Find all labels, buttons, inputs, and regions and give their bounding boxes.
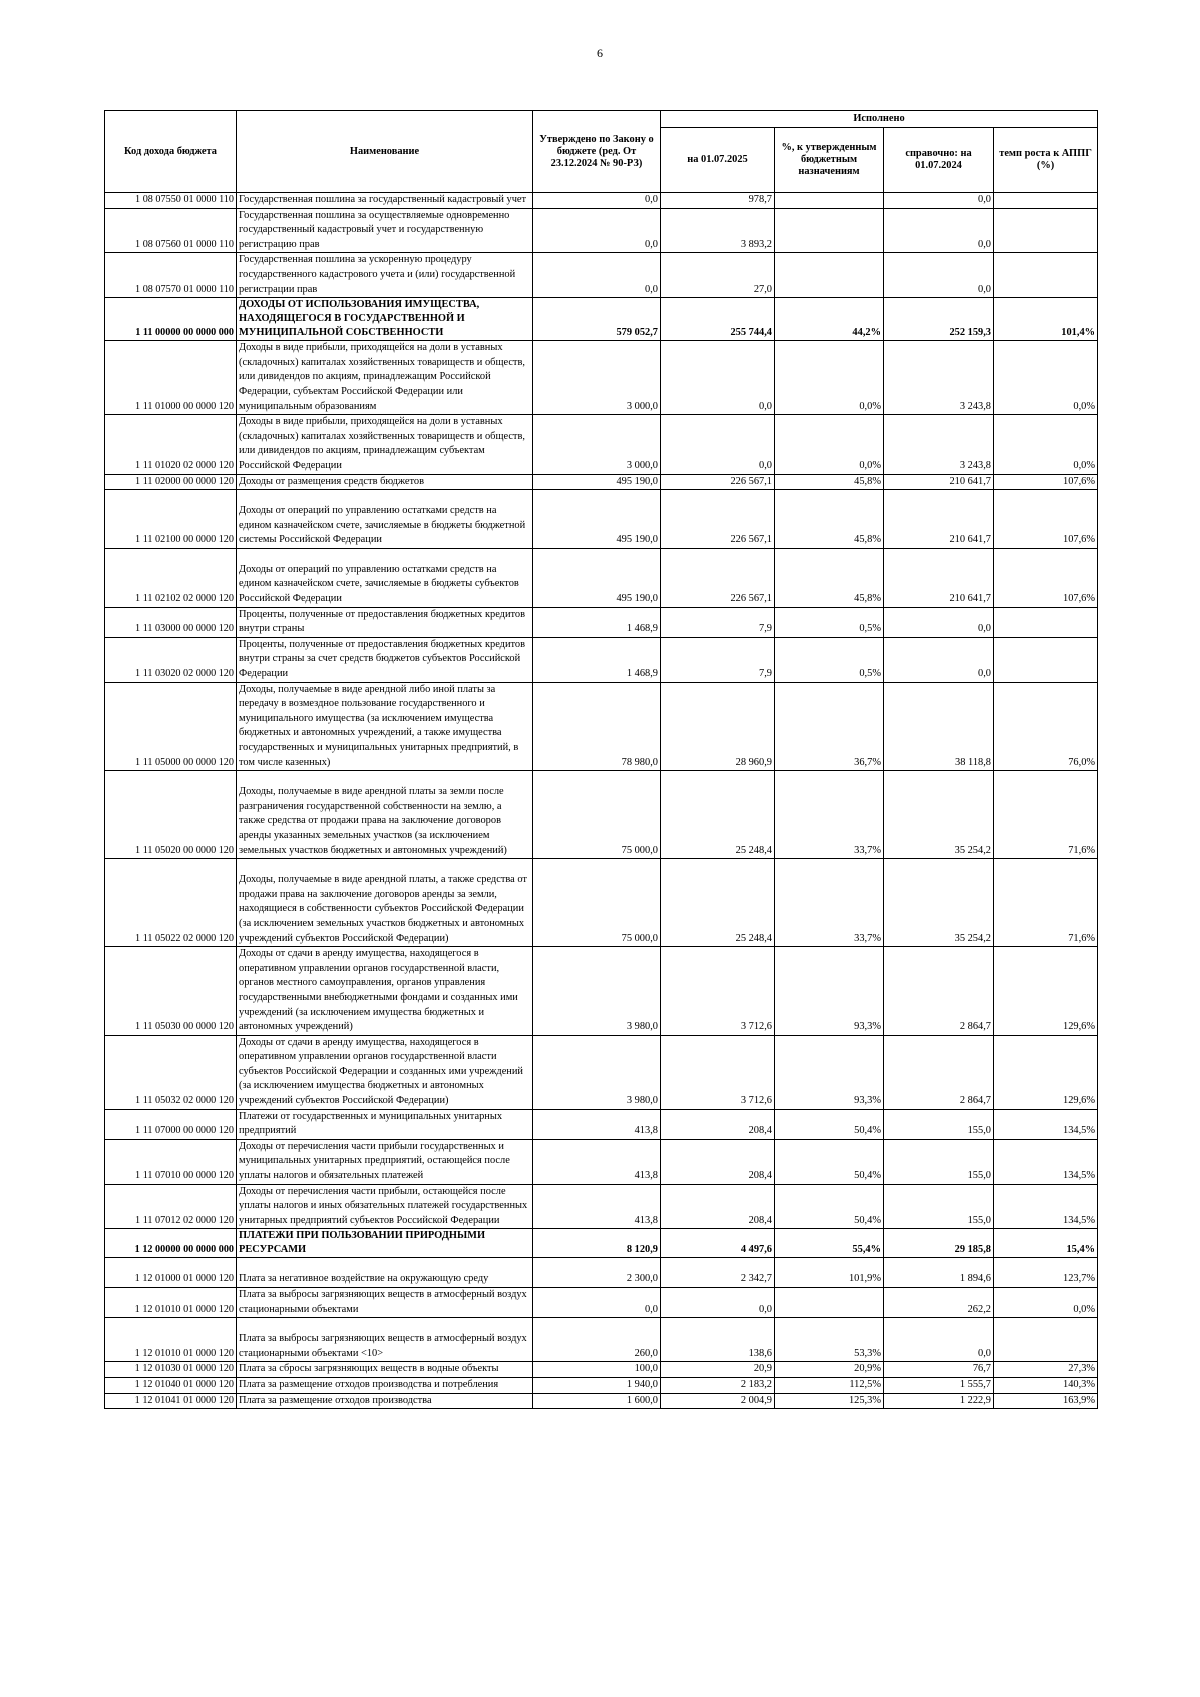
approved-amount-cell: 78 980,0	[533, 682, 661, 771]
reference-amount-cell: 252 159,3	[884, 298, 994, 341]
growth-rate-cell	[994, 208, 1098, 253]
revenue-code-cell: 1 11 05020 00 0000 120	[105, 771, 237, 859]
budget-revenue-table	[104, 110, 1098, 1409]
revenue-code-cell: 1 08 07560 01 0000 110	[105, 208, 237, 253]
revenue-code-cell: 1 11 00000 00 0000 000	[105, 298, 237, 341]
revenue-name-cell: Доходы, получаемые в виде арендной платы за земли после разграничения государственной собственности на землю, а также средства от продажи права на заключение договоров аренды указанных земельных участков (за исключением земельных участков бюджетных и автономных учреждений)	[237, 771, 533, 859]
revenue-code-cell: 1 12 01030 01 0000 120	[105, 1362, 237, 1378]
percent-of-plan-cell	[775, 208, 884, 253]
reference-amount-cell: 29 185,8	[884, 1229, 994, 1258]
reference-amount-cell: 1 555,7	[884, 1377, 994, 1393]
table-row	[105, 859, 1098, 947]
executed-amount-cell: 208,4	[661, 1139, 775, 1184]
executed-amount-cell: 2 342,7	[661, 1258, 775, 1288]
percent-of-plan-cell: 36,7%	[775, 682, 884, 771]
executed-amount-cell: 226 567,1	[661, 474, 775, 490]
executed-amount-cell: 208,4	[661, 1109, 775, 1139]
table-row	[105, 1184, 1098, 1229]
percent-of-plan-cell: 112,5%	[775, 1377, 884, 1393]
table-row	[105, 298, 1098, 341]
table-row	[105, 193, 1098, 209]
reference-amount-cell: 2 864,7	[884, 1035, 994, 1109]
growth-rate-cell: 71,6%	[994, 771, 1098, 859]
revenue-code-cell: 1 08 07570 01 0000 110	[105, 253, 237, 298]
growth-rate-cell: 107,6%	[994, 474, 1098, 490]
percent-of-plan-cell: 0,0%	[775, 341, 884, 415]
approved-amount-cell: 495 190,0	[533, 474, 661, 490]
approved-amount-cell: 1 468,9	[533, 607, 661, 637]
executed-amount-cell: 25 248,4	[661, 771, 775, 859]
executed-amount-cell: 138,6	[661, 1318, 775, 1362]
percent-of-plan-cell: 45,8%	[775, 474, 884, 490]
percent-of-plan-cell: 33,7%	[775, 771, 884, 859]
percent-of-plan-cell: 101,9%	[775, 1258, 884, 1288]
revenue-name-cell: Государственная пошлина за государственный кадастровый учет	[237, 193, 533, 209]
approved-amount-cell: 75 000,0	[533, 771, 661, 859]
reference-amount-cell: 0,0	[884, 253, 994, 298]
reference-amount-cell: 210 641,7	[884, 474, 994, 490]
approved-amount-cell: 0,0	[533, 193, 661, 209]
growth-rate-cell: 129,6%	[994, 1035, 1098, 1109]
revenue-code-cell: 1 11 02102 02 0000 120	[105, 548, 237, 607]
revenue-code-cell: 1 11 07010 00 0000 120	[105, 1139, 237, 1184]
revenue-name-cell: Плата за сбросы загрязняющих веществ в водные объекты	[237, 1362, 533, 1378]
table-row	[105, 208, 1098, 253]
approved-amount-cell: 3 000,0	[533, 341, 661, 415]
growth-rate-cell	[994, 193, 1098, 209]
revenue-name-cell: Доходы от сдачи в аренду имущества, находящегося в оперативном управлении органов государственной власти, органов местного самоуправления, органов управления государственными внебюджетными фондами и созданных ими учреждений (за исключением имущества бюджетных и автономных учреждений)	[237, 947, 533, 1036]
executed-amount-cell: 226 567,1	[661, 548, 775, 607]
approved-amount-cell: 1 940,0	[533, 1377, 661, 1393]
percent-of-plan-cell	[775, 1288, 884, 1318]
reference-amount-cell: 1 894,6	[884, 1258, 994, 1288]
percent-of-plan-cell	[775, 193, 884, 209]
header-name: Наименование	[237, 111, 533, 193]
reference-amount-cell: 0,0	[884, 193, 994, 209]
approved-amount-cell: 0,0	[533, 253, 661, 298]
growth-rate-cell: 129,6%	[994, 947, 1098, 1036]
table-row	[105, 771, 1098, 859]
revenue-code-cell: 1 12 00000 00 0000 000	[105, 1229, 237, 1258]
approved-amount-cell: 1 600,0	[533, 1393, 661, 1409]
reference-amount-cell: 2 864,7	[884, 947, 994, 1036]
percent-of-plan-cell: 50,4%	[775, 1109, 884, 1139]
growth-rate-cell	[994, 637, 1098, 682]
percent-of-plan-cell: 50,4%	[775, 1184, 884, 1229]
reference-amount-cell: 76,7	[884, 1362, 994, 1378]
executed-amount-cell: 208,4	[661, 1184, 775, 1229]
growth-rate-cell: 134,5%	[994, 1109, 1098, 1139]
percent-of-plan-cell: 55,4%	[775, 1229, 884, 1258]
revenue-name-cell: Плата за негативное воздействие на окружающую среду	[237, 1258, 533, 1288]
reference-amount-cell: 3 243,8	[884, 415, 994, 474]
reference-amount-cell: 262,2	[884, 1288, 994, 1318]
growth-rate-cell: 101,4%	[994, 298, 1098, 341]
revenue-name-cell: Доходы от операций по управлению остатками средств на едином казначейском счете, зачисляемые в бюджеты бюджетной системы Российской Федерации	[237, 490, 533, 549]
revenue-name-cell: Доходы, получаемые в виде арендной платы, а также средства от продажи права на заключение договоров аренды за земли, находящиеся в собственности субъектов Российской Федерации (за исключением земельных участков бюджетных и автономных учреждений субъектов Российской Федерации)	[237, 859, 533, 947]
growth-rate-cell: 15,4%	[994, 1229, 1098, 1258]
growth-rate-cell: 76,0%	[994, 682, 1098, 771]
approved-amount-cell: 413,8	[533, 1184, 661, 1229]
table-row	[105, 947, 1098, 1036]
header-on-date: на 01.07.2025	[661, 128, 775, 193]
revenue-name-cell: Доходы, получаемые в виде арендной либо иной платы за передачу в возмездное пользование государственного и муниципального имущества (за исключением имущества бюджетных и автономных учреждений, а также имущества государственных и муниципальных унитарных предприятий, в том числе казенных)	[237, 682, 533, 771]
approved-amount-cell: 260,0	[533, 1318, 661, 1362]
table-row	[105, 1362, 1098, 1378]
percent-of-plan-cell: 20,9%	[775, 1362, 884, 1378]
revenue-code-cell: 1 12 01010 01 0000 120	[105, 1318, 237, 1362]
percent-of-plan-cell: 125,3%	[775, 1393, 884, 1409]
growth-rate-cell: 134,5%	[994, 1184, 1098, 1229]
executed-amount-cell: 27,0	[661, 253, 775, 298]
revenue-code-cell: 1 11 01000 00 0000 120	[105, 341, 237, 415]
reference-amount-cell: 0,0	[884, 208, 994, 253]
executed-amount-cell: 0,0	[661, 1288, 775, 1318]
revenue-name-cell: Доходы от размещения средств бюджетов	[237, 474, 533, 490]
table-row	[105, 1035, 1098, 1109]
approved-amount-cell: 0,0	[533, 208, 661, 253]
executed-amount-cell: 0,0	[661, 415, 775, 474]
percent-of-plan-cell: 50,4%	[775, 1139, 884, 1184]
table-row	[105, 1109, 1098, 1139]
table-body	[105, 193, 1098, 1409]
revenue-name-cell: Доходы в виде прибыли, приходящейся на доли в уставных (складочных) капиталах хозяйственных товариществ и обществ, или дивидендов по акциям, принадлежащим Российской Федерации, субъектам Российской Федерации или муниципальным образованиям	[237, 341, 533, 415]
executed-amount-cell: 28 960,9	[661, 682, 775, 771]
growth-rate-cell: 71,6%	[994, 859, 1098, 947]
table-row	[105, 415, 1098, 474]
revenue-code-cell: 1 12 01000 01 0000 120	[105, 1258, 237, 1288]
table-row	[105, 682, 1098, 771]
revenue-code-cell: 1 11 03000 00 0000 120	[105, 607, 237, 637]
header-growth: темп роста к АППГ (%)	[994, 128, 1098, 193]
table-row	[105, 637, 1098, 682]
revenue-name-cell: Доходы от перечисления части прибыли государственных и муниципальных унитарных предприятий, остающейся после уплаты налогов и обязательных платежей	[237, 1139, 533, 1184]
revenue-code-cell: 1 12 01010 01 0000 120	[105, 1288, 237, 1318]
approved-amount-cell: 495 190,0	[533, 490, 661, 549]
approved-amount-cell: 413,8	[533, 1139, 661, 1184]
reference-amount-cell: 1 222,9	[884, 1393, 994, 1409]
reference-amount-cell: 0,0	[884, 1318, 994, 1362]
growth-rate-cell: 134,5%	[994, 1139, 1098, 1184]
revenue-code-cell: 1 11 02100 00 0000 120	[105, 490, 237, 549]
executed-amount-cell: 7,9	[661, 607, 775, 637]
executed-amount-cell: 226 567,1	[661, 490, 775, 549]
approved-amount-cell: 3 980,0	[533, 947, 661, 1036]
percent-of-plan-cell: 0,0%	[775, 415, 884, 474]
header-approved: Утверждено по Закону о бюджете (ред. От 23.12.2024 № 90-РЗ)	[533, 111, 661, 193]
revenue-name-cell: ДОХОДЫ ОТ ИСПОЛЬЗОВАНИЯ ИМУЩЕСТВА, НАХОДЯЩЕГОСЯ В ГОСУДАРСТВЕННОЙ И МУНИЦИПАЛЬНОЙ СОБСТВЕННОСТИ	[237, 298, 533, 341]
growth-rate-cell: 0,0%	[994, 1288, 1098, 1318]
growth-rate-cell: 0,0%	[994, 341, 1098, 415]
reference-amount-cell: 35 254,2	[884, 859, 994, 947]
table-row	[105, 1288, 1098, 1318]
revenue-code-cell: 1 11 05030 00 0000 120	[105, 947, 237, 1036]
revenue-code-cell: 1 12 01041 01 0000 120	[105, 1393, 237, 1409]
executed-amount-cell: 25 248,4	[661, 859, 775, 947]
table-row	[105, 1393, 1098, 1409]
growth-rate-cell	[994, 253, 1098, 298]
approved-amount-cell: 8 120,9	[533, 1229, 661, 1258]
percent-of-plan-cell	[775, 253, 884, 298]
revenue-code-cell: 1 11 05022 02 0000 120	[105, 859, 237, 947]
growth-rate-cell: 107,6%	[994, 490, 1098, 549]
reference-amount-cell: 38 118,8	[884, 682, 994, 771]
approved-amount-cell: 495 190,0	[533, 548, 661, 607]
revenue-code-cell: 1 11 05000 00 0000 120	[105, 682, 237, 771]
executed-amount-cell: 978,7	[661, 193, 775, 209]
revenue-name-cell: Платежи от государственных и муниципальных унитарных предприятий	[237, 1109, 533, 1139]
header-executed-group: Исполнено	[661, 111, 1098, 128]
revenue-code-cell: 1 11 01020 02 0000 120	[105, 415, 237, 474]
table-row	[105, 253, 1098, 298]
approved-amount-cell: 579 052,7	[533, 298, 661, 341]
executed-amount-cell: 20,9	[661, 1362, 775, 1378]
table-row	[105, 341, 1098, 415]
percent-of-plan-cell: 33,7%	[775, 859, 884, 947]
approved-amount-cell: 0,0	[533, 1288, 661, 1318]
approved-amount-cell: 1 468,9	[533, 637, 661, 682]
reference-amount-cell: 210 641,7	[884, 490, 994, 549]
reference-amount-cell: 155,0	[884, 1109, 994, 1139]
revenue-code-cell: 1 12 01040 01 0000 120	[105, 1377, 237, 1393]
header-reference: справочно: на 01.07.2024	[884, 128, 994, 193]
approved-amount-cell: 75 000,0	[533, 859, 661, 947]
growth-rate-cell	[994, 1318, 1098, 1362]
executed-amount-cell: 3 712,6	[661, 947, 775, 1036]
reference-amount-cell: 3 243,8	[884, 341, 994, 415]
revenue-code-cell: 1 08 07550 01 0000 110	[105, 193, 237, 209]
revenue-code-cell: 1 11 02000 00 0000 120	[105, 474, 237, 490]
executed-amount-cell: 7,9	[661, 637, 775, 682]
reference-amount-cell: 35 254,2	[884, 771, 994, 859]
percent-of-plan-cell: 45,8%	[775, 490, 884, 549]
percent-of-plan-cell: 44,2%	[775, 298, 884, 341]
revenue-name-cell: Плата за размещение отходов производства и потребления	[237, 1377, 533, 1393]
revenue-code-cell: 1 11 03020 02 0000 120	[105, 637, 237, 682]
approved-amount-cell: 100,0	[533, 1362, 661, 1378]
revenue-name-cell: Доходы от перечисления части прибыли, остающейся после уплаты налогов и иных обязательных платежей государственных унитарных предприятий субъектов Российской Федерации	[237, 1184, 533, 1229]
table-row	[105, 490, 1098, 549]
growth-rate-cell: 27,3%	[994, 1362, 1098, 1378]
table-row	[105, 1318, 1098, 1362]
revenue-name-cell: Государственная пошлина за осуществляемые одновременно государственный кадастровый учет и государственную регистрацию прав	[237, 208, 533, 253]
table-row	[105, 1229, 1098, 1258]
percent-of-plan-cell: 93,3%	[775, 1035, 884, 1109]
executed-amount-cell: 0,0	[661, 341, 775, 415]
executed-amount-cell: 255 744,4	[661, 298, 775, 341]
growth-rate-cell: 123,7%	[994, 1258, 1098, 1288]
table-row	[105, 1377, 1098, 1393]
table-row	[105, 474, 1098, 490]
growth-rate-cell: 107,6%	[994, 548, 1098, 607]
page-number: 6	[597, 46, 603, 60]
revenue-name-cell: Доходы от операций по управлению остатками средств на едином казначейском счете, зачисляемые в бюджеты субъектов Российской Федерации	[237, 548, 533, 607]
executed-amount-cell: 2 183,2	[661, 1377, 775, 1393]
revenue-name-cell: Плата за размещение отходов производства	[237, 1393, 533, 1409]
reference-amount-cell: 210 641,7	[884, 548, 994, 607]
revenue-name-cell: Доходы в виде прибыли, приходящейся на доли в уставных (складочных) капиталах хозяйственных товариществ и обществ, или дивидендов по акциям, принадлежащим субъектам Российской Федерации	[237, 415, 533, 474]
percent-of-plan-cell: 93,3%	[775, 947, 884, 1036]
reference-amount-cell: 0,0	[884, 637, 994, 682]
reference-amount-cell: 155,0	[884, 1184, 994, 1229]
approved-amount-cell: 2 300,0	[533, 1258, 661, 1288]
header-percent: %, к утвержденным бюджетным назначениям	[775, 128, 884, 193]
growth-rate-cell: 163,9%	[994, 1393, 1098, 1409]
percent-of-plan-cell: 0,5%	[775, 637, 884, 682]
table-row	[105, 1139, 1098, 1184]
growth-rate-cell: 140,3%	[994, 1377, 1098, 1393]
growth-rate-cell	[994, 607, 1098, 637]
table-row	[105, 548, 1098, 607]
revenue-name-cell: Доходы от сдачи в аренду имущества, находящегося в оперативном управлении органов государственной власти субъектов Российской Федерации и созданных ими учреждений (за исключением имущества бюджетных и автономных учреждений субъектов Российской Федерации)	[237, 1035, 533, 1109]
percent-of-plan-cell: 45,8%	[775, 548, 884, 607]
executed-amount-cell: 4 497,6	[661, 1229, 775, 1258]
percent-of-plan-cell: 53,3%	[775, 1318, 884, 1362]
executed-amount-cell: 2 004,9	[661, 1393, 775, 1409]
revenue-name-cell: Проценты, полученные от предоставления бюджетных кредитов внутри страны за счет средств бюджетов субъектов Российской Федерации	[237, 637, 533, 682]
revenue-name-cell: Плата за выбросы загрязняющих веществ в атмосферный воздух стационарными объектами	[237, 1288, 533, 1318]
executed-amount-cell: 3 712,6	[661, 1035, 775, 1109]
revenue-code-cell: 1 11 05032 02 0000 120	[105, 1035, 237, 1109]
revenue-code-cell: 1 11 07012 02 0000 120	[105, 1184, 237, 1229]
growth-rate-cell: 0,0%	[994, 415, 1098, 474]
revenue-code-cell: 1 11 07000 00 0000 120	[105, 1109, 237, 1139]
approved-amount-cell: 3 000,0	[533, 415, 661, 474]
revenue-name-cell: Государственная пошлина за ускоренную процедуру государственного кадастрового учета и (или) государственной регистрации прав	[237, 253, 533, 298]
percent-of-plan-cell: 0,5%	[775, 607, 884, 637]
reference-amount-cell: 0,0	[884, 607, 994, 637]
reference-amount-cell: 155,0	[884, 1139, 994, 1184]
revenue-name-cell: Проценты, полученные от предоставления бюджетных кредитов внутри страны	[237, 607, 533, 637]
revenue-name-cell: Плата за выбросы загрязняющих веществ в атмосферный воздух стационарными объектами <10>	[237, 1318, 533, 1362]
revenue-name-cell: ПЛАТЕЖИ ПРИ ПОЛЬЗОВАНИИ ПРИРОДНЫМИ РЕСУРСАМИ	[237, 1229, 533, 1258]
header-code: Код дохода бюджета	[105, 111, 237, 193]
approved-amount-cell: 413,8	[533, 1109, 661, 1139]
table-row	[105, 607, 1098, 637]
approved-amount-cell: 3 980,0	[533, 1035, 661, 1109]
executed-amount-cell: 3 893,2	[661, 208, 775, 253]
table-row	[105, 1258, 1098, 1288]
